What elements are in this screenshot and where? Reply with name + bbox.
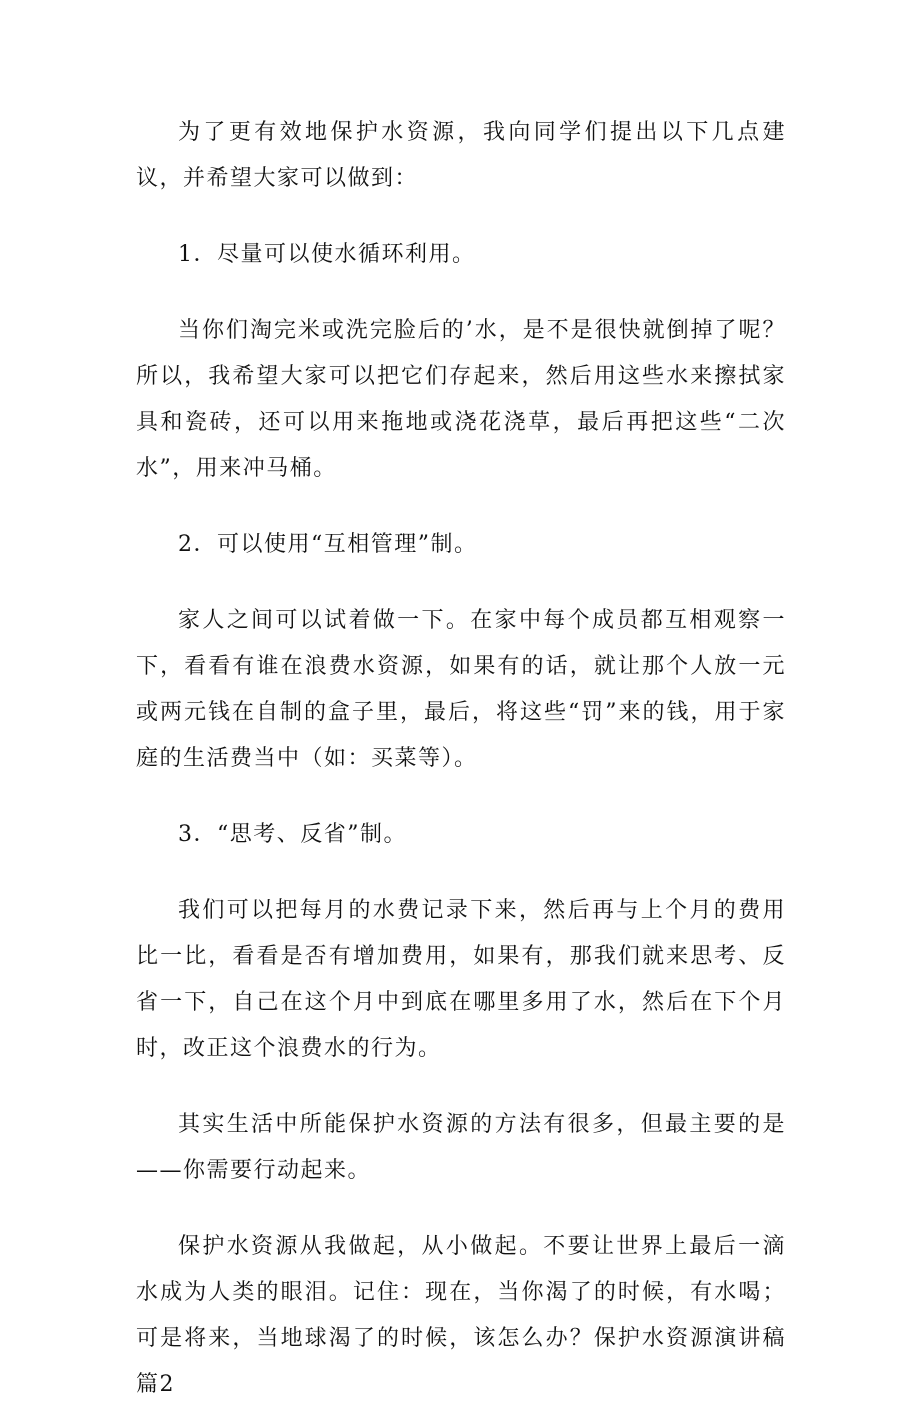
closing-paragraph: 保护水资源从我做起，从小做起。不要让世界上最后一滴水成为人类的眼泪。记住：现在，当你渴了的时候，有水喝；可是将来，当地球渴了的时候，该怎么办？保护水资源演讲稿篇2 (136, 1234, 786, 1397)
document-body (136, 110, 786, 1408)
suggestion-2-body: 家人之间可以试着做一下。在家中每个成员都互相观察一下，看看有谁在浪费水资源，如果有的话，就让那个人放一元或两元钱在自制的盒子里，最后，将这些“罚”来的钱，用于家庭的生活费当中（如：买菜等）。 (136, 608, 786, 771)
summary-paragraph: 其实生活中所能保护水资源的方法有很多，但最主要的是——你需要行动起来。 (136, 1112, 786, 1183)
suggestion-1-body: 当你们淘完米或洗完脸后的’水，是不是很快就倒掉了呢？所以，我希望大家可以把它们存起来，然后用这些水来擦拭家具和瓷砖，还可以用来拖地或浇花浇草，最后再把这些“二次水”，用来冲马桶。 (136, 318, 786, 481)
suggestion-2-heading: 2．可以使用“互相管理”制。 (178, 532, 478, 557)
suggestion-1-heading: 1．尽量可以使水循环利用。 (178, 242, 476, 267)
suggestion-3-heading: 3．“思考、反省”制。 (178, 822, 407, 847)
suggestion-3-body: 我们可以把每月的水费记录下来，然后再与上个月的费用比一比，看看是否有增加费用，如果有，那我们就来思考、反省一下，自己在这个月中到底在哪里多用了水，然后在下个月时，改正这个浪费水的行为。 (136, 898, 786, 1061)
intro-paragraph: 为了更有效地保护水资源，我向同学们提出以下几点建议，并希望大家可以做到： (136, 120, 786, 191)
